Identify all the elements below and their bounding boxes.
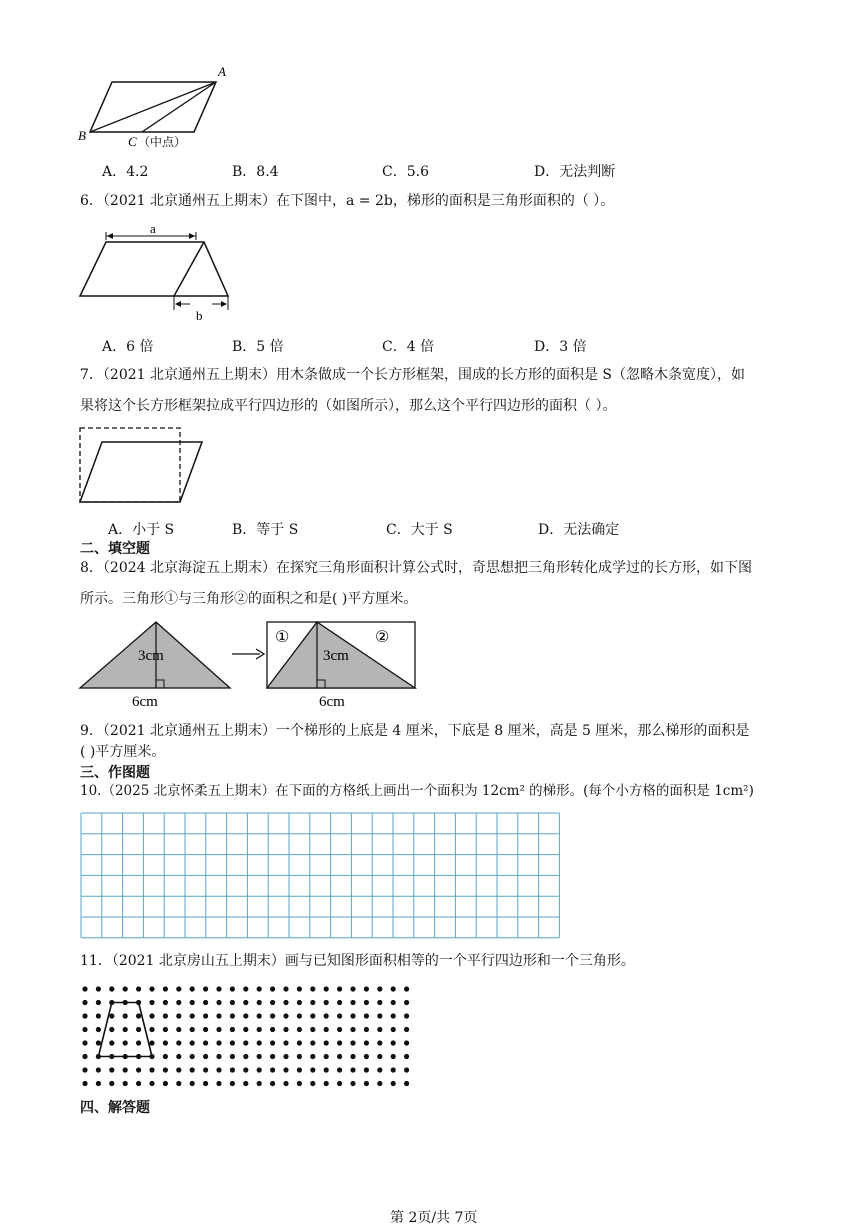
grid-dot	[230, 1013, 235, 1018]
grid-dot	[404, 1027, 409, 1032]
grid-dot	[324, 986, 329, 991]
grid-dot	[270, 1040, 275, 1045]
grid-dot	[404, 1054, 409, 1059]
grid-dot	[96, 1081, 101, 1086]
grid-dot	[203, 1000, 208, 1005]
grid-dot	[136, 1013, 141, 1018]
q8-question-line2: 所示。三角形①与三角形②的面积之和是( )平方厘米。	[80, 591, 418, 607]
grid-dot	[190, 1054, 195, 1059]
grid-dot	[163, 1027, 168, 1032]
grid-dot	[297, 1081, 302, 1086]
q10-grid-paper[interactable]	[80, 812, 560, 938]
q8-question-line1: 8．（2024 北京海淀五上期末）在探究三角形面积计算公式时，奇思想把三角形转化成学过的长方形，如下图	[80, 560, 752, 576]
grid-dot	[391, 1081, 396, 1086]
q8-rect-height-label: 3cm	[323, 648, 349, 664]
q7-option-c[interactable]: C．大于 S	[386, 522, 453, 538]
grid-dot	[257, 1067, 262, 1072]
grid-dot	[96, 1067, 101, 1072]
grid-dot	[243, 1040, 248, 1045]
grid-dot	[297, 986, 302, 991]
grid-dot	[270, 1000, 275, 1005]
grid-dot	[404, 1081, 409, 1086]
grid-dot	[377, 1067, 382, 1072]
grid-dot	[391, 1040, 396, 1045]
q8-triangle-base-label: 6cm	[132, 694, 158, 710]
grid-dot	[243, 1067, 248, 1072]
grid-dot	[123, 1013, 128, 1018]
grid-dot	[149, 1040, 154, 1045]
section-drawing: 三、作图题	[80, 765, 150, 781]
grid-dot	[82, 1067, 87, 1072]
grid-dot	[163, 1054, 168, 1059]
q5-option-a[interactable]: A．4.2	[102, 164, 149, 180]
grid-dot	[230, 1027, 235, 1032]
grid-dot	[216, 1013, 221, 1018]
grid-dot	[257, 1054, 262, 1059]
q8-triangle-2-label: ②	[375, 629, 390, 646]
grid-dot	[109, 1013, 114, 1018]
grid-dot	[82, 1027, 87, 1032]
grid-dot	[377, 1013, 382, 1018]
grid-dot	[163, 1013, 168, 1018]
grid-dot	[337, 1040, 342, 1045]
grid-dot	[203, 1027, 208, 1032]
grid-dot	[243, 1013, 248, 1018]
grid-dot	[82, 1054, 87, 1059]
grid-dot	[324, 1054, 329, 1059]
grid-dot	[149, 1027, 154, 1032]
grid-dot	[163, 1040, 168, 1045]
grid-dot	[283, 1054, 288, 1059]
grid-dot	[216, 1040, 221, 1045]
grid-dot	[283, 1013, 288, 1018]
grid-dot	[136, 1054, 141, 1059]
grid-dot	[230, 1040, 235, 1045]
grid-dot	[149, 1054, 154, 1059]
grid-dot	[257, 1027, 262, 1032]
grid-dot	[337, 1067, 342, 1072]
grid-dot	[364, 1054, 369, 1059]
q5-parallelogram-figure	[78, 62, 238, 152]
q7-option-d[interactable]: D．无法确定	[538, 522, 620, 538]
q7-question-line1: 7．（2021 北京通州五上期末）用木条做成一个长方形框架，围成的长方形的面积是 S（忽略木条宽度），如	[80, 367, 746, 383]
grid-dot	[136, 986, 141, 991]
q7-option-a[interactable]: A．小于 S	[108, 522, 175, 538]
grid-dot	[324, 1067, 329, 1072]
grid-dot	[257, 1000, 262, 1005]
q8-triangle-figure	[78, 618, 238, 708]
grid-dot	[350, 1040, 355, 1045]
q11-dot-grid[interactable]	[80, 984, 425, 1094]
grid-dot	[82, 1040, 87, 1045]
grid-dot	[149, 1081, 154, 1086]
q8-rect-base-label: 6cm	[319, 694, 345, 710]
grid-dot	[190, 1081, 195, 1086]
q5-label-a: A	[218, 64, 226, 79]
grid-dot	[203, 1040, 208, 1045]
q7-frame-figure	[78, 424, 218, 509]
grid-dot	[270, 1013, 275, 1018]
grid-dot	[176, 1013, 181, 1018]
grid-dot	[230, 1000, 235, 1005]
grid-dot	[310, 1027, 315, 1032]
grid-dot	[297, 1027, 302, 1032]
grid-dot	[109, 986, 114, 991]
grid-dot	[337, 986, 342, 991]
grid-dot	[243, 1000, 248, 1005]
q9-question-line2: ( )平方厘米。	[80, 744, 166, 760]
grid-dot	[136, 1040, 141, 1045]
grid-dot	[123, 986, 128, 991]
grid-dot	[404, 1067, 409, 1072]
grid-dot	[82, 1013, 87, 1018]
q9-question-line1: 9．（2021 北京通州五上期末）一个梯形的上底是 4 厘米，下底是 8 厘米，高是 5 厘米，那么梯形的面积是	[80, 723, 750, 739]
grid-dot	[176, 1040, 181, 1045]
grid-dot	[310, 1054, 315, 1059]
grid-dot	[270, 1081, 275, 1086]
grid-dot	[364, 1000, 369, 1005]
grid-dot	[297, 1040, 302, 1045]
grid-dot	[109, 1067, 114, 1072]
q7-question-line2: 果将这个长方形框架拉成平行四边形的（如图所示），那么这个平行四边形的面积（ ）。	[80, 398, 617, 414]
grid-dot	[216, 1000, 221, 1005]
q8-rectangle-figure	[265, 618, 425, 708]
grid-dot	[109, 1054, 114, 1059]
grid-dot	[350, 1027, 355, 1032]
grid-dot	[364, 986, 369, 991]
grid-dot	[364, 1027, 369, 1032]
grid-dot	[230, 1081, 235, 1086]
grid-dot	[283, 1081, 288, 1086]
grid-dot	[324, 1000, 329, 1005]
grid-dot	[123, 1040, 128, 1045]
q5-option-d[interactable]: D．无法判断	[534, 164, 616, 180]
grid-dot	[364, 1067, 369, 1072]
grid-dot	[391, 1054, 396, 1059]
grid-dot	[310, 1081, 315, 1086]
grid-dot	[310, 1040, 315, 1045]
grid-dot	[310, 1013, 315, 1018]
grid-dot	[364, 1040, 369, 1045]
grid-dot	[82, 986, 87, 991]
grid-dot	[176, 1067, 181, 1072]
q6-option-b[interactable]: B．5 倍	[232, 339, 284, 355]
grid-dot	[377, 1040, 382, 1045]
grid-dot	[82, 1081, 87, 1086]
grid-dot	[149, 1067, 154, 1072]
grid-dot	[350, 1054, 355, 1059]
grid-dot	[297, 1067, 302, 1072]
grid-dot	[297, 1000, 302, 1005]
grid-dot	[123, 1027, 128, 1032]
grid-dot	[283, 1040, 288, 1045]
q6-label-b: b	[196, 308, 203, 323]
grid-dot	[377, 1027, 382, 1032]
grid-dot	[364, 1013, 369, 1018]
grid-dot	[337, 1000, 342, 1005]
q5-label-b: B	[78, 128, 86, 143]
grid-dot	[203, 1067, 208, 1072]
grid-dot	[243, 1027, 248, 1032]
grid-dot	[176, 1000, 181, 1005]
grid-dot	[190, 1067, 195, 1072]
grid-dot	[297, 1013, 302, 1018]
grid-dot	[203, 986, 208, 991]
grid-dot	[123, 1081, 128, 1086]
grid-dot	[176, 1081, 181, 1086]
grid-dot	[216, 1027, 221, 1032]
grid-dot	[257, 1081, 262, 1086]
grid-dot	[190, 986, 195, 991]
grid-dot	[257, 986, 262, 991]
grid-dot	[391, 1027, 396, 1032]
q5-option-c[interactable]: C．5.6	[382, 164, 429, 180]
grid-dot	[190, 1027, 195, 1032]
grid-dot	[96, 1054, 101, 1059]
grid-dot	[216, 986, 221, 991]
grid-dot	[109, 1000, 114, 1005]
grid-dot	[391, 986, 396, 991]
grid-dot	[203, 1013, 208, 1018]
grid-dot	[203, 1081, 208, 1086]
q6-label-b-wrap	[196, 306, 216, 326]
grid-dot	[123, 1067, 128, 1072]
grid-dot	[163, 986, 168, 991]
grid-dot	[190, 1013, 195, 1018]
grid-dot	[324, 1013, 329, 1018]
grid-dot	[230, 986, 235, 991]
grid-dot	[364, 1081, 369, 1086]
grid-dot	[243, 1081, 248, 1086]
grid-dot	[377, 986, 382, 991]
grid-dot	[270, 1054, 275, 1059]
grid-dot	[109, 1081, 114, 1086]
q6-label-a: a	[150, 221, 156, 236]
grid-dot	[404, 986, 409, 991]
grid-dot	[96, 1040, 101, 1045]
grid-dot	[82, 1000, 87, 1005]
grid-dot	[123, 1054, 128, 1059]
grid-dot	[163, 1081, 168, 1086]
q7-option-b[interactable]: B．等于 S	[232, 522, 299, 538]
grid-dot	[136, 1067, 141, 1072]
grid-dot	[109, 1027, 114, 1032]
grid-dot	[270, 986, 275, 991]
grid-dot	[377, 1081, 382, 1086]
grid-dot	[216, 1081, 221, 1086]
q8-triangle-1-label: ①	[275, 629, 290, 646]
grid-dot	[310, 1000, 315, 1005]
grid-dot	[216, 1067, 221, 1072]
grid-dot	[96, 1013, 101, 1018]
grid-dot	[350, 986, 355, 991]
grid-dot	[96, 1000, 101, 1005]
grid-dot	[337, 1054, 342, 1059]
grid-dot	[350, 1013, 355, 1018]
grid-dot	[391, 1013, 396, 1018]
grid-dot	[163, 1000, 168, 1005]
q6-question-text: 6．（2021 北京通州五上期末）在下图中，a = 2b，梯形的面积是三角形面积的（ ）。	[80, 193, 615, 209]
q6-option-d[interactable]: D．3 倍	[534, 339, 587, 355]
grid-dot	[216, 1054, 221, 1059]
grid-dot	[230, 1067, 235, 1072]
grid-dot	[324, 1040, 329, 1045]
grid-dot	[257, 1013, 262, 1018]
grid-dot	[350, 1081, 355, 1086]
grid-dot	[310, 986, 315, 991]
grid-dot	[243, 986, 248, 991]
grid-dot	[243, 1054, 248, 1059]
q5-option-b[interactable]: B．8.4	[232, 164, 279, 180]
grid-dot	[109, 1040, 114, 1045]
grid-dot	[203, 1054, 208, 1059]
q5-label-midpoint: （中点）	[138, 135, 187, 149]
section-fill-in-blank: 二、填空题	[80, 541, 150, 557]
grid-dot	[324, 1081, 329, 1086]
q10-question-text: 10.（2025 北京怀柔五上期末）在下面的方格纸上画出一个面积为 12cm² 的梯形。(每个小方格的面积是 1cm²)	[80, 783, 754, 799]
grid-dot	[136, 1000, 141, 1005]
grid-dot	[176, 1054, 181, 1059]
grid-dot	[149, 986, 154, 991]
grid-dot	[337, 1081, 342, 1086]
q6-trapezoid-figure	[78, 222, 238, 312]
grid-dot	[149, 1000, 154, 1005]
page-footer: 第 2页/共 7页	[390, 1210, 478, 1226]
grid-dot	[297, 1054, 302, 1059]
grid-dot	[283, 1067, 288, 1072]
grid-dot	[96, 1027, 101, 1032]
grid-dot	[310, 1067, 315, 1072]
q8-triangle-height-label: 3cm	[138, 648, 164, 664]
grid-dot	[176, 1027, 181, 1032]
grid-dot	[337, 1013, 342, 1018]
grid-dot	[337, 1027, 342, 1032]
grid-dot	[283, 1027, 288, 1032]
grid-dot	[230, 1054, 235, 1059]
grid-dot	[377, 1054, 382, 1059]
section-answer: 四、解答题	[80, 1100, 150, 1116]
q5-label-c: C	[128, 134, 137, 149]
grid-dot	[190, 1040, 195, 1045]
grid-dot	[270, 1067, 275, 1072]
grid-dot	[350, 1000, 355, 1005]
grid-dot	[190, 1000, 195, 1005]
grid-dot	[136, 1027, 141, 1032]
grid-dot	[149, 1013, 154, 1018]
q6-option-c[interactable]: C．4 倍	[382, 339, 435, 355]
grid-dot	[270, 1027, 275, 1032]
grid-dot	[283, 1000, 288, 1005]
grid-dot	[324, 1027, 329, 1032]
grid-dot	[163, 1067, 168, 1072]
grid-dot	[350, 1067, 355, 1072]
q6-option-a[interactable]: A．6 倍	[102, 339, 154, 355]
grid-dot	[391, 1067, 396, 1072]
grid-dot	[404, 1000, 409, 1005]
grid-dot	[257, 1040, 262, 1045]
grid-dot	[176, 986, 181, 991]
q11-question-text: 11．（2021 北京房山五上期末）画与已知图形面积相等的一个平行四边形和一个三角形。	[80, 953, 635, 969]
grid-dot	[283, 986, 288, 991]
grid-dot	[123, 1000, 128, 1005]
grid-dot	[96, 986, 101, 991]
grid-dot	[377, 1000, 382, 1005]
q8-arrow-icon	[230, 647, 270, 661]
grid-dot	[404, 1040, 409, 1045]
grid-dot	[391, 1000, 396, 1005]
grid-dot	[404, 1013, 409, 1018]
grid-dot	[136, 1081, 141, 1086]
